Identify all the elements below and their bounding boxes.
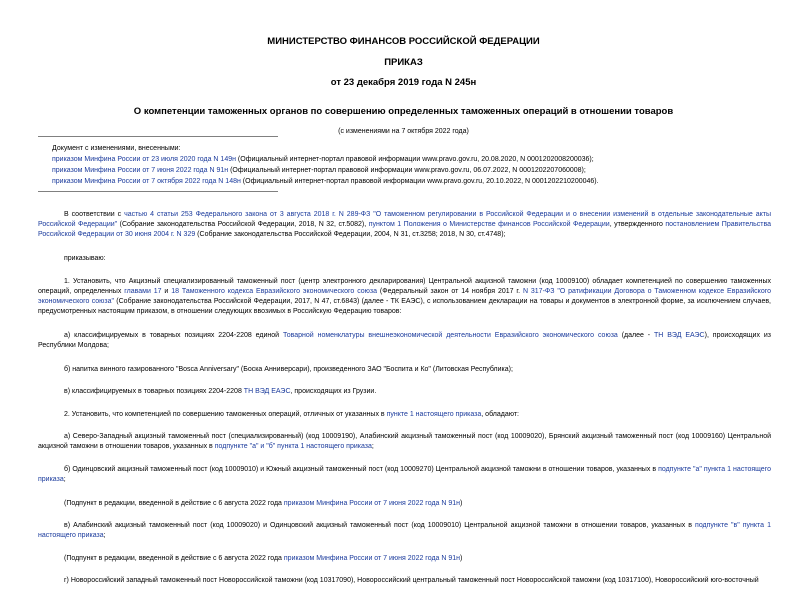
revision-note: (с изменениями на 7 октября 2022 года) <box>338 128 469 135</box>
change-item: приказом Минфина России от 7 июня 2022 года N 91н (Официальный интернет-портал правовой информации www.pravo.gov.ru, 06.07.2022, N 0001202207060008); <box>52 167 586 174</box>
clause-1c: в) классифицируемых в товарных позициях 2204-2208 ТН ВЭД ЕАЭС, происходящих из Грузии. <box>64 388 377 395</box>
ministry-heading: МИНИСТЕРСТВО ФИНАНСОВ РОССИЙСКОЙ ФЕДЕРАЦИИ <box>267 36 540 47</box>
clause-1: 1. Установить, что Акцизный специализированный таможенный пост (центр электронного декларирования) Центральной акцизной таможни (код 10009100) обладает компетенцией по совершению таможенных операций, определенных главами 17 и 18 Таможенного кодекса Евразийского экономического союза (Федеральный закон от 14 ноября 2017 г. N 317-ФЗ "О ратификации Договора о Таможенном кодексе Евразийского экономического союза" (Собрание законодательства Российской Федерации, 2017, N 47, ст.6843) (далее - ТК ЕАЭС), с использованием декларации на товары и документов в электронной форме, за исключением случаев, предусмотренных настоящим приказом, в отношении следующих ввозимых в Российскую Федерацию товаров: <box>38 277 772 315</box>
tnved-abbr-link[interactable]: ТН ВЭД ЕАЭС <box>243 388 291 395</box>
clause-2d: г) Новороссийский западный таможенный пост Новороссийской таможни (код 10317090), Новороссийский центральный таможенный пост Новороссийской таможни (код 10317100), Новороссийский юго-восточный <box>64 577 759 584</box>
clause-2c: в) Алабинский акцизный таможенный пост (код 10009020) и Одинцовский акцизный таможенный пост (код 10009010) Центральной акцизной таможни в отношении товаров, указанных в подпункте "в" пункта 1 настоящего приказа; <box>38 522 771 539</box>
regulation-link[interactable]: пунктом 1 Положения о Министерстве финансов Российской Федерации <box>368 221 610 228</box>
change-item: приказом Минфина России от 7 октября 2022 года N 148н (Официальный интернет-портал правовой информации www.pravo.gov.ru, 20.10.2022, N 0001202210200046). <box>52 178 599 185</box>
customs-code-link[interactable]: 18 Таможенного кодекса Евразийского экономического союза <box>171 287 378 295</box>
clause-1-link[interactable]: пункте 1 настоящего приказа <box>386 410 482 418</box>
clause-1b: б) напитка винного газированного "Bosca Anniversary" (Боска Анниверсари), произведенного ЗАО "Боспита и Ко" (Литовская Республика); <box>64 365 513 373</box>
change-link[interactable]: приказом Минфина России от 23 июля 2020 года N 149н <box>52 156 236 163</box>
revision-note-2c: (Подпункт в редакции, введенной в действие с 6 августа 2022 года приказом Минфина России от 7 июня 2022 года N 91н) <box>64 554 463 562</box>
tnved-link[interactable]: Товарной номенклатуры внешнеэкономической деятельности Евразийского экономического союза <box>282 331 618 339</box>
subclause-link[interactable]: подпункте "а" пункта 1 настоящего приказа <box>38 465 771 483</box>
tnved-abbr-link[interactable]: ТН ВЭД ЕАЭС <box>654 331 705 339</box>
subclause-link[interactable]: подпункте "в" пункта 1 настоящего приказа <box>38 522 771 539</box>
order-word: приказываю: <box>64 255 106 262</box>
clause-1a: а) классифицируемых в товарных позициях 2204-2208 единой Товарной номенклатуры внешнеэкономической деятельности Евразийского экономического союза (далее - ТН ВЭД ЕАЭС), происходящих из Республики Молдова; <box>38 331 771 349</box>
document-type: ПРИКАЗ <box>384 57 423 68</box>
clause-2: 2. Установить, что компетенцией по совершению таможенных операций, отличных от указанных в пункте 1 настоящего приказа, обладают: <box>64 410 519 418</box>
change-item: приказом Минфина России от 23 июля 2020 года N 149н (Официальный интернет-портал правовой информации www.pravo.gov.ru, 20.08.2020, N 0001202008200036); <box>52 156 594 163</box>
amendment-link[interactable]: приказом Минфина России от 7 июня 2022 года N 91н <box>283 554 461 562</box>
preamble-paragraph: В соответствии с частью 4 статьи 253 Федерального закона от 3 августа 2018 г. N 289-ФЗ "О таможенном регулировании в Российской Федерации и о внесении изменений в отдельные законодательные акты Российской Федерации" (Собрание законодательства Российской Федерации, 2018, N 32, ст.5082), пунктом 1 Положения о Министерстве финансов Российской Федерации, утвержденного постановлением Правительства Российской Федерации от 30 июня 2004 г. N 329 (Собрание законодательства Российской Федерации, 2004, N 31, ст.3258; 2018, N 30, ст.4748); <box>38 211 772 238</box>
document-body <box>38 210 771 599</box>
clause-2a: а) Северо-Западный акцизный таможенный пост (специализированный) (код 10009190), Алабинский акцизный таможенный пост (код 10009020), Брянский акцизный таможенный пост (код 10009160) Центральной акцизной таможни в отношении товаров, указанных в подпункте "а" и "б" пункта 1 настоящего приказа; <box>38 433 771 450</box>
chapter-17-link[interactable]: главами 17 <box>124 287 162 295</box>
changes-intro: Документ с изменениями, внесенными: <box>52 145 181 152</box>
law-link[interactable]: частью 4 статьи 253 Федерального закона от 3 августа 2018 г. N 289-ФЗ "О таможенном регулировании в Российской Федерации и о внесении изменений в отдельные законодательные акты Российской Федерации" <box>38 211 772 228</box>
document-title: О компетенции таможенных органов по совершению определенных таможенных операций в отношении товаров <box>133 106 674 117</box>
divider-bottom <box>38 191 278 192</box>
federal-law-link[interactable]: N 317-ФЗ "О ратификации Договора о Таможенном кодексе Евразийского экономического союза" <box>38 287 772 305</box>
decree-link[interactable]: постановлением Правительства Российской Федерации от 30 июня 2004 г. N 329 <box>38 221 771 238</box>
changes-list <box>52 143 792 187</box>
clause-2b: б) Одинцовский акцизный таможенный пост (код 10009010) и Южный акцизный таможенный пост (код 10009270) Центральной акцизной таможни в отношении товаров, указанных в подпункте "а" пункта 1 настоящего приказа; <box>38 465 771 483</box>
document-date-number: от 23 декабря 2019 года N 245н <box>330 77 477 88</box>
revision-note-2b: (Подпункт в редакции, введенной в действие с 6 августа 2022 года приказом Минфина России от 7 июня 2022 года N 91н) <box>64 499 463 507</box>
change-link[interactable]: приказом Минфина России от 7 июня 2022 года N 91н <box>52 167 229 174</box>
divider-top <box>38 136 278 137</box>
subclause-link[interactable]: подпункте "а" и "б" пункта 1 настоящего приказа <box>214 443 372 450</box>
change-link[interactable]: приказом Минфина России от 7 октября 2022 года N 148н <box>52 178 241 185</box>
amendment-link[interactable]: приказом Минфина России от 7 июня 2022 года N 91н <box>283 499 461 507</box>
